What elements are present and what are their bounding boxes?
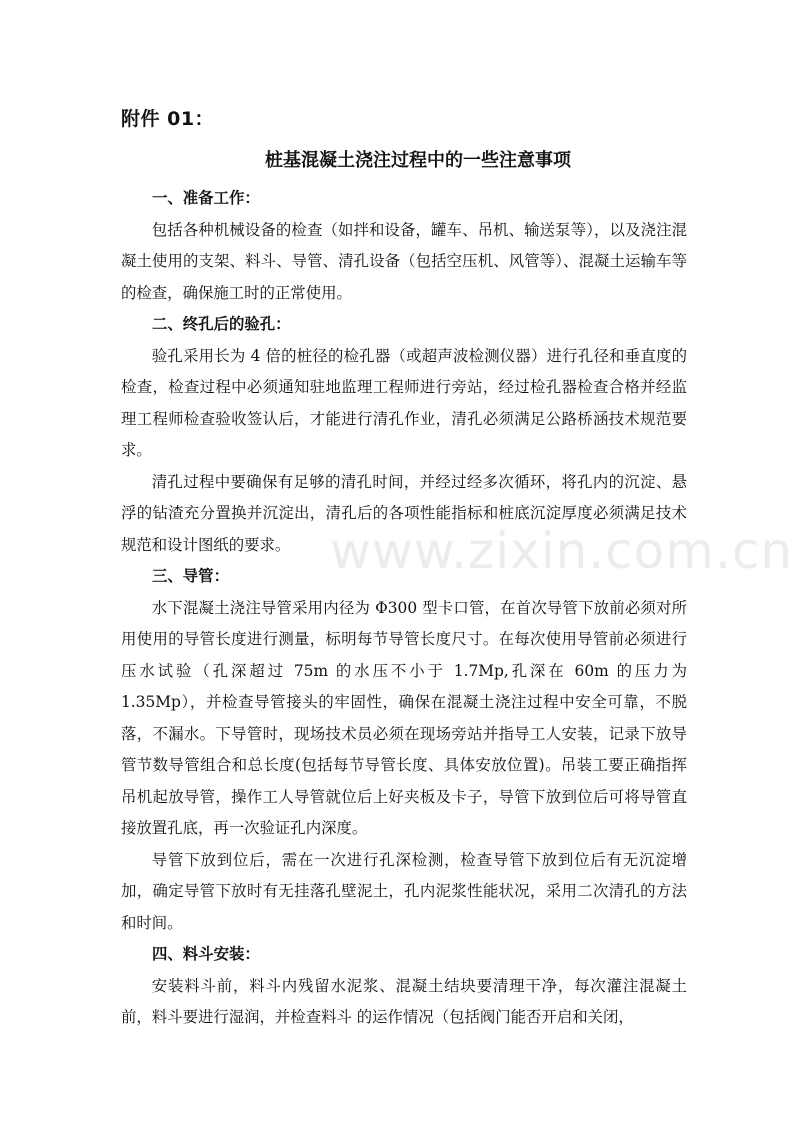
paragraph: 验孔采用长为 4 倍的桩径的检孔器（或超声波检测仪器）进行孔径和垂直度的检查，检查过程中必须通知驻地监理工程师进行旁站，经过检孔器检查合格并经监理工程师检查验收签认后，才能进行清孔作业，清孔必须满足公路桥涵技术规范要求。	[121, 346, 687, 459]
page-title: 桩基混凝土浇注过程中的一些注意事项	[265, 150, 571, 171]
attachment-label: 附件 01：	[121, 108, 215, 130]
paragraph: 导管下放到位后，需在一次进行孔深检测，检查导管下放到位后有无沉淀增加，确定导管下放时有无挂落孔壁泥土，孔内泥浆性能状况，采用二次清孔的方法和时间。	[121, 850, 687, 932]
document-body	[121, 183, 687, 1034]
section-heading-hole-inspection: 二、终孔后的验孔：	[152, 315, 291, 333]
section-heading-preparation: 一、准备工作：	[152, 189, 260, 207]
section-heading-hopper: 四、料斗安装：	[152, 945, 260, 963]
paragraph: 水下混凝土浇注导管采用内径为 Φ300 型卡口管，在首次导管下放前必须对所用使用的导管长度进行测量，标明每节导管长度尺寸。在每次使用导管前必须进行压水试验（孔深超过 75m 的水压不小于 1.7Mp,孔深在 60m 的压力为 1.35Mp），并检查导管接头的牢固性，确保在混凝土浇注过程中安全可靠，不脱落，不漏水。下导管时，现场技术员必须在现场旁站并指导工人安装，记录下放导管节数导管组合和总长度(包括每节导管长度、具体安放位置)。吊装工要正确指挥吊机起放导管，操作工人导管就位后上好夹板及卡子，导管下放到位后可将导管直接放置孔底，再一次验证孔内深度。	[121, 598, 687, 837]
paragraph: 包括各种机械设备的检查（如拌和设备，罐车、吊机、输送泵等），以及浇注混凝土使用的支架、料斗、导管、清孔设备（包括空压机、风管等）、混凝土运输车等的检查，确保施工时的正常使用。	[121, 220, 687, 302]
paragraph: 安装料斗前，料斗内残留水泥浆、混凝土结块要清理干净，每次灌注混凝土前，料斗要进行湿润，并检查料斗 的运作情况（包括阀门能否开启和关闭，	[121, 976, 687, 1026]
section-heading-conduit: 三、导管：	[152, 567, 229, 585]
paragraph: 清孔过程中要确保有足够的清孔时间，并经过经多次循环，将孔内的沉淀、悬浮的钻渣充分置换并沉淀出，清孔后的各项性能指标和桩底沉淀厚度必须满足技术规范和设计图纸的要求。	[121, 472, 687, 554]
watermark: www.zixin.com.cn	[330, 522, 794, 580]
